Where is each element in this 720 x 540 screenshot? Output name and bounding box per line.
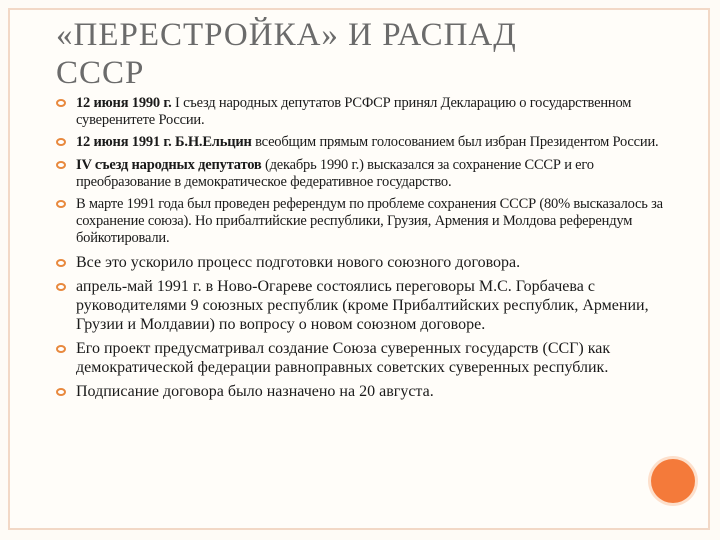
bullet-emphasis: 12 июня 1990 г.: [76, 95, 172, 111]
bullet-emphasis: IV съезд народных депутатов: [76, 156, 262, 173]
bullet-marker-icon: [56, 388, 66, 396]
bullet-text: (декабрь 1990 г.) высказался за сохранение СССР и его преобразование в демократическое федеративное государство.: [76, 156, 594, 190]
bullet-item: [54, 253, 664, 272]
bullet-item: [54, 277, 664, 334]
slide-title: [56, 16, 696, 92]
bullet-text: Подписание договора было назначено на 20 августа.: [76, 382, 434, 400]
bullet-marker-icon: [56, 345, 66, 353]
decorative-circle-icon: [651, 459, 695, 503]
bullet-marker-icon: [56, 99, 66, 107]
bullet-text: Все это ускорило процесс подготовки нового союзного договора.: [76, 253, 521, 271]
slide-title-line2: СССР: [56, 55, 145, 91]
bullet-marker-icon: [56, 138, 66, 146]
bullet-item: [54, 382, 664, 401]
bullet-marker-icon: [56, 283, 66, 291]
bullet-marker-icon: [56, 259, 66, 267]
bullet-text: апрель-май 1991 г. в Ново-Огареве состоялись переговоры М.С. Горбачева с руководителями 9 союзных республик (кроме Прибалтийских республик, Армении, Грузии и Молдавии) по вопросу о новом союзном договоре.: [76, 277, 649, 333]
bullet-emphasis: 12 июня 1991 г. Б.Н.Ельцин: [76, 134, 252, 151]
bullet-item: [54, 196, 664, 248]
slide-title-line1: «ПЕРЕСТРОЙКА» И РАСПАД: [56, 17, 517, 53]
bullet-marker-icon: [56, 161, 66, 169]
bullet-item: [54, 339, 664, 377]
bullet-text: всеобщим прямым голосованием был избран Президентом России.: [251, 134, 659, 151]
bullet-item: [54, 134, 664, 151]
bullet-list: [54, 95, 664, 406]
bullet-text: В марте 1991 года был проведен референдум по проблеме сохранения СССР (80% высказалось за сохранение союза). Но прибалтийские республики, Грузия, Армения и Молдова референдум бойкотировали.: [76, 196, 663, 247]
bullet-item: [54, 157, 664, 191]
bullet-marker-icon: [56, 200, 66, 208]
bullet-item: [54, 95, 664, 129]
slide-frame: [8, 8, 710, 530]
bullet-text: I съезд народных депутатов РСФСР принял Декларацию о государственном суверенитете России.: [76, 95, 632, 129]
bullet-text: Его проект предусматривал создание Союза суверенных государств (ССГ) как демократической федерации равноправных советских суверенных республик.: [76, 339, 611, 376]
